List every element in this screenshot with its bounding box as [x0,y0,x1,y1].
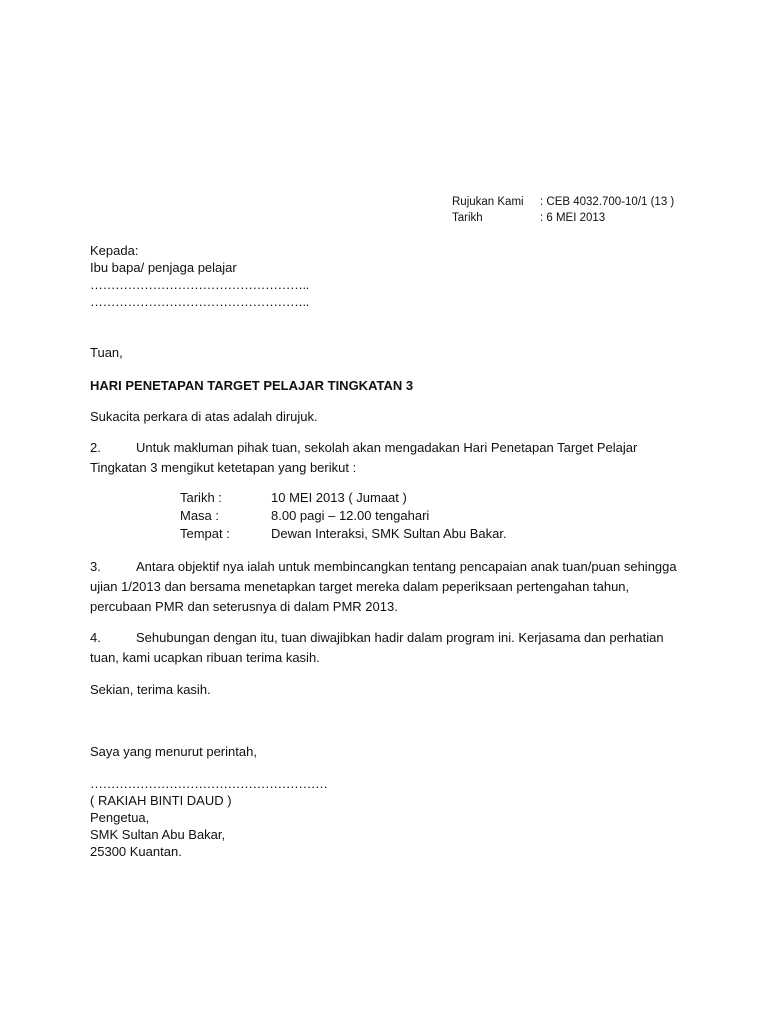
detail-value: 8.00 pagi – 12.00 tengahari [271,508,430,523]
signatory-name: ( RAKIAH BINTI DAUD ) [90,793,232,808]
paragraph-number: 3. [90,559,101,574]
signature-intro: Saya yang menurut perintah, [90,744,257,759]
paragraph-text: Untuk makluman pihak tuan, sekolah akan mengadakan Hari Penetapan Target Pelajar [136,440,638,455]
signature-dots-line: ………………………………………………… [90,776,328,791]
paragraph-line: ujian 1/2013 dan bersama menetapkan target mereka dalam peperiksaan pertengahan tahun, [90,579,630,594]
recipient-name: Ibu bapa/ penjaga pelajar [90,260,237,275]
paragraph-4 [90,628,664,668]
paragraph-line [90,628,664,648]
reference-block [452,194,674,226]
reference-value: : CEB 4032.700-10/1 (13 ) [540,196,675,208]
signature-block [90,775,650,860]
intro-paragraph: Sukacita perkara di atas adalah dirujuk. [90,409,318,424]
detail-label: Tarikh : [180,490,222,505]
detail-row-venue [180,525,507,543]
detail-value: 10 MEI 2013 ( Jumaat ) [271,490,407,505]
detail-value: Dewan Interaksi, SMK Sultan Abu Bakar. [271,526,507,541]
signatory-school: SMK Sultan Abu Bakar, [90,827,226,842]
paragraph-line: tuan, kami ucapkan ribuan terima kasih. [90,650,320,665]
recipient-dots-line: …………………………………………….. [90,294,309,309]
recipient-block [90,242,650,310]
paragraph-line: percubaan PMR dan seterusnya di dalam PMR 2013. [90,599,398,614]
paragraph-3 [90,557,677,617]
recipient-dots-line: …………………………………………….. [90,277,309,292]
paragraph-line [90,557,677,577]
salutation: Tuan, [90,345,123,360]
subject-heading: HARI PENETAPAN TARGET PELAJAR TINGKATAN 3 [90,378,414,393]
signatory-city: 25300 Kuantan. [90,844,182,859]
date-value: : 6 MEI 2013 [540,212,606,224]
signatory-title: Pengetua, [90,810,150,825]
paragraph-number: 2. [90,440,101,455]
paragraph-line [90,438,650,458]
paragraph-line: Tingkatan 3 mengikut ketetapan yang berikut : [90,460,357,475]
detail-label: Tempat : [180,526,230,541]
paragraph-2 [90,438,650,478]
paragraph-number: 4. [90,630,101,645]
paragraph-text: Antara objektif nya ialah untuk membincangkan tentang pencapaian anak tuan/puan sehingga [136,559,677,574]
reference-row [452,194,674,210]
date-label: Tarikh [452,212,483,224]
detail-row-date [180,489,507,507]
detail-label: Masa : [180,508,220,523]
paragraph-text: Sehubungan dengan itu, tuan diwajibkan hadir dalam program ini. Kerjasama dan perhatian [136,630,664,645]
date-row [452,210,674,226]
closing-line: Sekian, terima kasih. [90,682,211,697]
detail-row-time [180,507,507,525]
reference-label: Rujukan Kami [452,196,524,208]
event-details [180,489,507,543]
recipient-to-label: Kepada: [90,243,139,258]
